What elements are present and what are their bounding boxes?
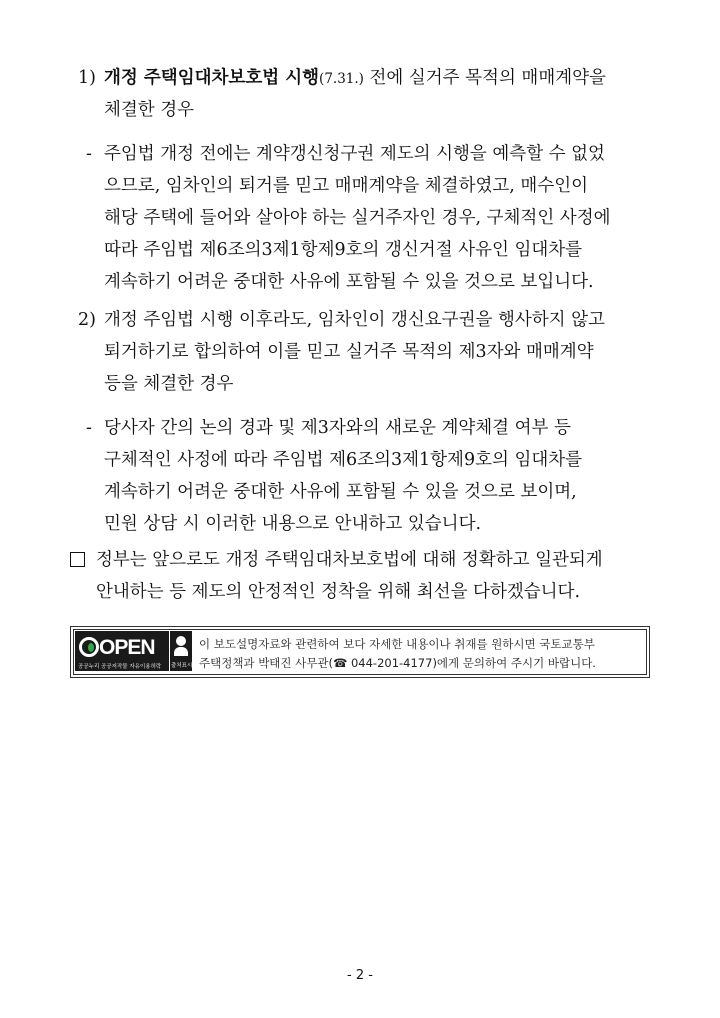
bullet2-line: 당사자 간의 논의 경과 및 제3자와의 새로운 계약체결 여부 등: [104, 418, 571, 438]
bullet2-line: 구체적인 사정에 따라 주임법 제6조의3제1항제9호의 임대차를: [104, 450, 583, 470]
attribution-person-icon: [176, 636, 186, 646]
section2-heading-line: 퇴거하기로 합의하여 이를 믿고 실거주 목적의 제3자와 매매계약: [104, 342, 594, 362]
section1-heading-bold: 개정 주택임대차보호법 시행: [104, 68, 320, 88]
checkbox-square-icon: [70, 552, 85, 567]
closing-line: 안내하는 등 제도의 안정적인 정착을 위해 최선을 다하겠습니다.: [96, 582, 581, 602]
section1-marker: 1): [78, 68, 96, 88]
kogl-circle-icon: [79, 637, 99, 657]
section2-heading-line: 등을 체결한 경우: [104, 374, 234, 394]
kogl-logo-text: OPEN: [99, 636, 155, 659]
closing-line: 정부는 앞으로도 개정 주택임대차보호법에 대해 정확하고 일관되게: [96, 550, 603, 570]
attribution-person-body-icon: [174, 647, 188, 656]
section2-heading-line: 개정 주임법 시행 이후라도, 임차인이 갱신요구권을 행사하지 않고: [104, 310, 605, 330]
section2-marker: 2): [78, 310, 96, 330]
contact-info-box: [70, 626, 650, 678]
section1-heading-line1: [104, 70, 606, 88]
kogl-logo-subtext: 공공누리 공공저작물 자유이용허락: [78, 664, 162, 670]
bullet1-marker: -: [86, 144, 92, 164]
contact-info-line1: 이 보도설명자료와 관련하여 보다 자세한 내용이나 취재를 원하시면 국토교통부: [199, 637, 595, 651]
section1-heading-date: (7.31.): [319, 71, 364, 87]
kogl-open-logo: [75, 631, 169, 671]
bullet1-line: 주임법 개정 전에는 계약갱신청구권 제도의 시행을 예측할 수 없었: [104, 144, 605, 164]
bullet2-line: 계속하기 어려운 중대한 사유에 포함될 수 있을 것으로 보이며,: [104, 482, 577, 502]
bullet2-marker: -: [86, 418, 92, 438]
section1-heading-line2: 체결한 경우: [104, 100, 195, 120]
page-number: - 2 -: [347, 968, 373, 983]
bullet1-line: 해당 주택에 들어와 살아야 하는 실거주자인 경우, 구체적인 사정에: [104, 208, 611, 228]
bullet1-line: 따라 주임법 제6조의3제1항제9호의 갱신거절 사유인 임대차를: [104, 240, 583, 260]
kogl-type-label: 출처표시: [171, 663, 193, 669]
bullet1-line: 계속하기 어려운 중대한 사유에 포함될 수 있을 것으로 보입니다.: [104, 272, 594, 292]
bullet2-line: 민원 상담 시 이러한 내용으로 안내하고 있습니다.: [104, 514, 482, 534]
bullet1-line: 으므로, 임차인의 퇴거를 믿고 매매계약을 체결하였고, 매수인이: [104, 176, 589, 196]
contact-info-line2: 주택정책과 박태진 사무관(☎ 044-201-4177)에게 문의하여 주시기 바랍니다.: [199, 656, 596, 670]
kogl-type1-badge: [169, 631, 192, 671]
section1-heading-rest: 전에 실거주 목적의 매매계약을: [363, 68, 606, 88]
